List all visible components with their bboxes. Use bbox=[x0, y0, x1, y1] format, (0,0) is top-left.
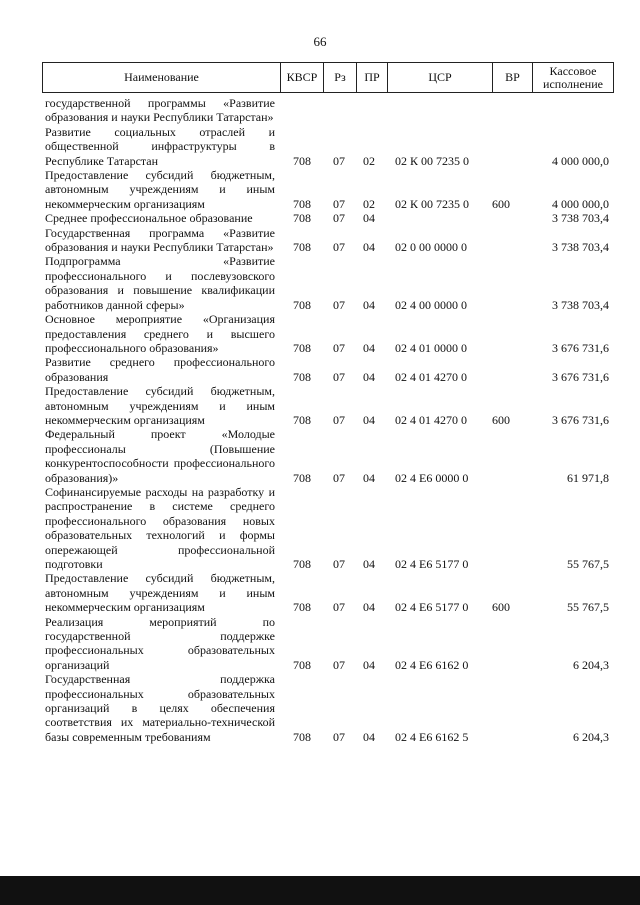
header-name: Наименование bbox=[43, 63, 281, 92]
row-name: Подпрограмма «Развитие профессионального и послевузовского образования и повышение квалификации работников данной сферы» bbox=[45, 254, 275, 312]
cell-sum: 61 971,8 bbox=[567, 470, 609, 485]
cell-kvsr: 708 bbox=[293, 369, 311, 384]
cell-rz: 07 bbox=[333, 196, 345, 211]
cell-pr: 04 bbox=[363, 600, 375, 615]
cell-pr: 04 bbox=[363, 557, 375, 572]
cell-pr: 04 bbox=[363, 340, 375, 355]
cell-rz: 07 bbox=[333, 240, 345, 255]
cell-sum: 3 738 703,4 bbox=[552, 297, 609, 312]
cell-kvsr: 708 bbox=[293, 153, 311, 168]
cell-sum: 3 676 731,6 bbox=[552, 412, 609, 427]
header-sum bbox=[533, 63, 613, 92]
scan-border bbox=[0, 876, 640, 905]
cell-sum: 6 204,3 bbox=[573, 729, 609, 744]
cell-pr: 04 bbox=[363, 211, 375, 226]
table-row bbox=[45, 254, 615, 312]
cell-csr: 02 4 E6 5177 0 bbox=[395, 600, 469, 615]
cell-csr: 02 0 00 0000 0 bbox=[395, 240, 467, 255]
cell-sum: 4 000 000,0 bbox=[552, 153, 609, 168]
row-name: Среднее профессиональное образование bbox=[45, 211, 253, 226]
header-sum-line1: Кассовое bbox=[549, 63, 597, 78]
cell-rz: 07 bbox=[333, 600, 345, 615]
cell-sum: 4 000 000,0 bbox=[552, 196, 609, 211]
table-row bbox=[45, 211, 615, 225]
header-rz: Рз bbox=[324, 63, 357, 92]
cell-pr: 04 bbox=[363, 470, 375, 485]
cell-vr: 600 bbox=[492, 412, 510, 427]
cell-rz: 07 bbox=[333, 557, 345, 572]
table-row bbox=[45, 571, 615, 614]
cell-csr: 02 4 E6 6162 5 bbox=[395, 729, 469, 744]
cell-pr: 02 bbox=[363, 196, 375, 211]
cell-csr: 02 4 E6 0000 0 bbox=[395, 470, 469, 485]
table-row bbox=[45, 168, 615, 211]
cell-kvsr: 708 bbox=[293, 470, 311, 485]
row-name: государственной программы «Развитие образования и науки Республики Татарстан» bbox=[45, 96, 275, 125]
row-name: Основное мероприятие «Организация предоставления среднего и высшего профессионального образования» bbox=[45, 312, 275, 355]
cell-sum: 3 738 703,4 bbox=[552, 240, 609, 255]
cell-csr: 02 4 01 4270 0 bbox=[395, 412, 467, 427]
row-name: Предоставление субсидий бюджетным, автономным учреждениям и иным некоммерческим организациям bbox=[45, 384, 275, 427]
table-row bbox=[45, 355, 615, 384]
cell-csr: 02 К 00 7235 0 bbox=[395, 196, 470, 211]
cell-csr: 02 4 00 0000 0 bbox=[395, 297, 467, 312]
cell-rz: 07 bbox=[333, 729, 345, 744]
row-name: Развитие социальных отраслей и общественной инфраструктуры в Республике Татарстан bbox=[45, 124, 275, 168]
cell-pr: 04 bbox=[363, 412, 375, 427]
table-row bbox=[45, 427, 615, 485]
cell-sum: 3 676 731,6 bbox=[552, 369, 609, 384]
table-header bbox=[42, 62, 614, 93]
cell-sum: 6 204,3 bbox=[573, 657, 609, 672]
cell-csr: 02 4 E6 5177 0 bbox=[395, 557, 469, 572]
table-row bbox=[45, 96, 615, 125]
row-name: Софинансируемые расходы на разработку и распространение в системе среднего профессионального образования новых образовательных технологий и формы опережающей профессиональной подготовки bbox=[45, 484, 275, 571]
cell-sum: 3 738 703,4 bbox=[552, 211, 609, 226]
cell-pr: 02 bbox=[363, 153, 375, 168]
row-name: Государственная программа «Развитие образования и науки Республики Татарстан» bbox=[45, 225, 275, 255]
table-row bbox=[45, 384, 615, 427]
cell-kvsr: 708 bbox=[293, 340, 311, 355]
cell-kvsr: 708 bbox=[293, 196, 311, 211]
cell-kvsr: 708 bbox=[293, 657, 311, 672]
cell-rz: 07 bbox=[333, 470, 345, 485]
cell-rz: 07 bbox=[333, 153, 345, 168]
row-name: Развитие среднего профессионального образования bbox=[45, 355, 275, 384]
cell-kvsr: 708 bbox=[293, 600, 311, 615]
cell-sum: 55 767,5 bbox=[567, 600, 609, 615]
cell-kvsr: 708 bbox=[293, 412, 311, 427]
table-row bbox=[45, 615, 615, 673]
row-name: Федеральный проект «Молодые профессионалы (Повышение конкурентоспособности профессионального образования)» bbox=[45, 427, 275, 485]
cell-pr: 04 bbox=[363, 297, 375, 312]
header-kvsr: КВСР bbox=[281, 63, 324, 92]
cell-csr: 02 4 01 0000 0 bbox=[395, 340, 467, 355]
cell-csr: 02 4 01 4270 0 bbox=[395, 369, 467, 384]
page-number: 66 bbox=[313, 34, 327, 49]
table-row bbox=[45, 672, 615, 744]
cell-pr: 04 bbox=[363, 657, 375, 672]
cell-kvsr: 708 bbox=[293, 240, 311, 255]
table-row bbox=[45, 125, 615, 168]
header-vr: ВР bbox=[493, 63, 533, 92]
cell-pr: 04 bbox=[363, 240, 375, 255]
header-pr: ПР bbox=[357, 63, 388, 92]
cell-rz: 07 bbox=[333, 369, 345, 384]
cell-sum: 55 767,5 bbox=[567, 557, 609, 572]
row-name: Предоставление субсидий бюджетным, автономным учреждениям и иным некоммерческим организациям bbox=[45, 571, 275, 615]
cell-vr: 600 bbox=[492, 600, 510, 615]
cell-rz: 07 bbox=[333, 412, 345, 427]
cell-pr: 04 bbox=[363, 729, 375, 744]
table-row bbox=[45, 485, 615, 571]
header-sum-line2: исполнение bbox=[543, 76, 603, 91]
cell-sum: 3 676 731,6 bbox=[552, 340, 609, 355]
cell-csr: 02 4 E6 6162 0 bbox=[395, 657, 469, 672]
cell-csr: 02 К 00 7235 0 bbox=[395, 153, 470, 168]
cell-rz: 07 bbox=[333, 211, 345, 226]
cell-kvsr: 708 bbox=[293, 297, 311, 312]
cell-pr: 04 bbox=[363, 369, 375, 384]
table-row bbox=[45, 226, 615, 255]
cell-kvsr: 708 bbox=[293, 729, 311, 744]
row-name: Предоставление субсидий бюджетным, автономным учреждениям и иным некоммерческим организациям bbox=[45, 168, 275, 211]
cell-rz: 07 bbox=[333, 297, 345, 312]
cell-kvsr: 708 bbox=[293, 211, 311, 226]
header-csr: ЦСР bbox=[388, 63, 493, 92]
cell-rz: 07 bbox=[333, 657, 345, 672]
row-name: Государственная поддержка профессиональных образовательных организаций в целях обеспечения соответствия их материально-технической базы современным требованиям bbox=[45, 672, 275, 744]
table-body bbox=[45, 96, 615, 744]
cell-vr: 600 bbox=[492, 196, 510, 211]
table-row bbox=[45, 312, 615, 355]
row-name: Реализация мероприятий по государственной поддержке профессиональных образовательных организаций bbox=[45, 614, 275, 672]
cell-kvsr: 708 bbox=[293, 557, 311, 572]
cell-rz: 07 bbox=[333, 340, 345, 355]
